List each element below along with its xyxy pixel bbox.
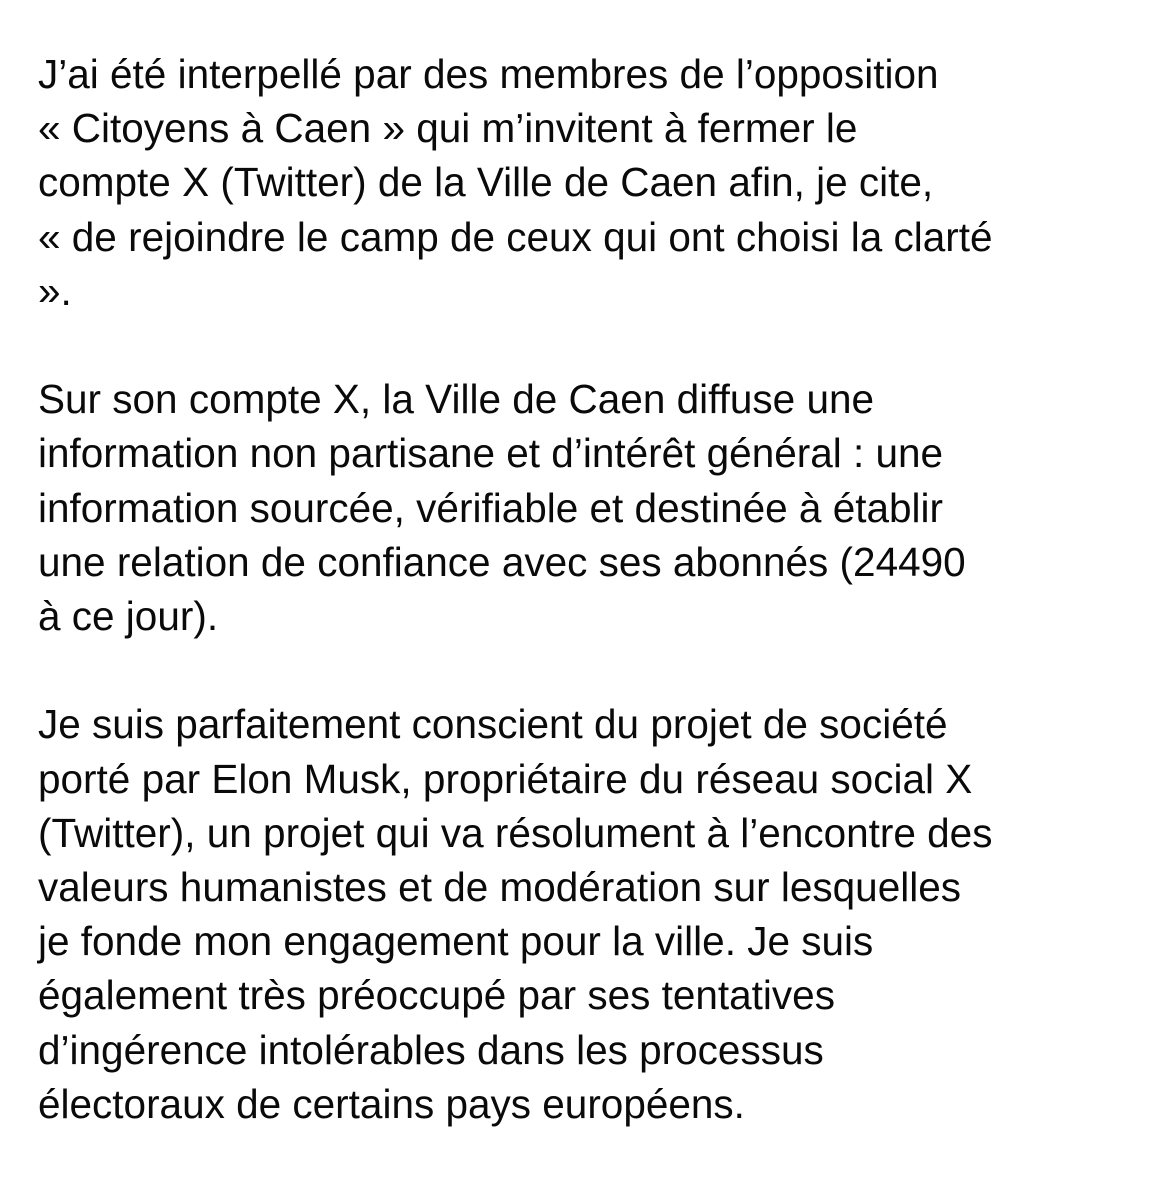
text-line: ».	[38, 267, 72, 314]
text-line: J’ai été interpellé par des membres de l’opposition	[38, 51, 939, 97]
text-line: « de rejoindre le camp de ceux qui ont choisi la clarté	[38, 213, 993, 260]
text-line: Sur son compte X, la Ville de Caen diffuse une	[38, 376, 875, 423]
text-line: à ce jour).	[38, 593, 219, 640]
text-line: Je suis parfaitement conscient du projet de société	[38, 701, 948, 748]
text-line: je fonde mon engagement pour la ville. Je suis	[38, 918, 874, 965]
text-line: porté par Elon Musk, propriétaire du réseau social X	[38, 755, 973, 802]
text-line: information non partisane et d’intérêt général : une	[38, 430, 944, 477]
paragraph-1	[38, 47, 1148, 318]
text-line: (Twitter), un projet qui va résolument à l’encontre des	[38, 809, 993, 856]
text-line: « Citoyens à Caen » qui m’invitent à fermer le	[38, 105, 858, 152]
text-line: électoraux de certains pays européens.	[38, 1080, 745, 1127]
paragraph-3	[38, 697, 1148, 1131]
text-line: également très préoccupé par ses tentatives	[38, 972, 835, 1019]
paragraph-2	[38, 372, 1148, 643]
text-line: information sourcée, vérifiable et destinée à établir	[38, 484, 944, 531]
note-body	[38, 47, 1148, 1185]
text-line: valeurs humanistes et de modération sur lesquelles	[38, 864, 961, 911]
text-line: compte X (Twitter) de la Ville de Caen afin, je cite,	[38, 159, 934, 206]
text-line: d’ingérence intolérables dans les processus	[38, 1026, 824, 1073]
text-line: une relation de confiance avec ses abonnés (24490	[38, 538, 966, 585]
